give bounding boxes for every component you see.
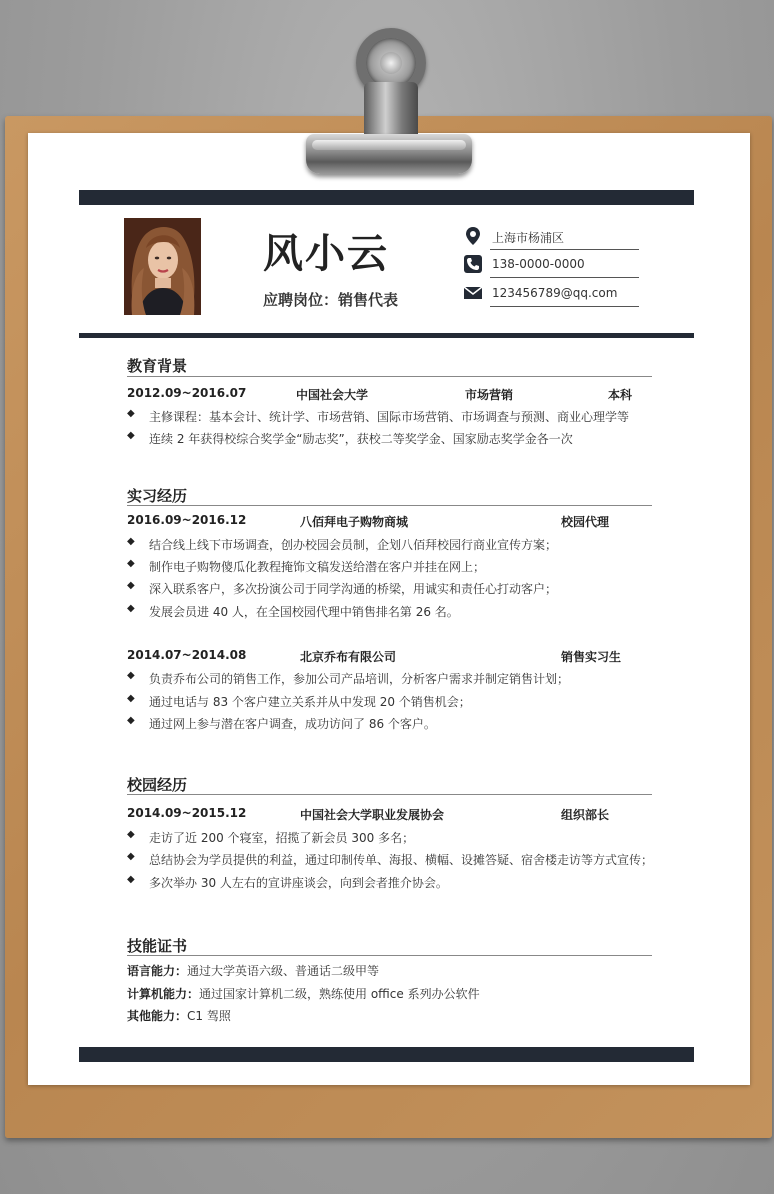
top-bar xyxy=(79,190,694,205)
phone-icon xyxy=(463,254,483,274)
job-role: 销售实习生 xyxy=(561,650,622,664)
bullet-diamond-icon: ◆ xyxy=(127,580,135,591)
profile-photo xyxy=(124,218,201,315)
job-role: 校园代理 xyxy=(561,515,610,529)
job-company: 八佰拜电子购物商城 xyxy=(300,515,409,529)
internship-row xyxy=(127,648,652,664)
job-date: 2014.07~2014.08 xyxy=(127,648,247,662)
skill-value: C1 驾照 xyxy=(187,1009,231,1023)
bullet-diamond-icon: ◆ xyxy=(127,874,135,885)
campus-role: 组织部长 xyxy=(561,808,610,822)
job-company: 北京乔布有限公司 xyxy=(300,650,397,664)
section-title-skills: 技能证书 xyxy=(127,937,188,955)
bullet-diamond-icon: ◆ xyxy=(127,851,135,862)
section-title-education: 教育背景 xyxy=(127,357,188,375)
bullet-diamond-icon: ◆ xyxy=(127,693,135,704)
section-line xyxy=(127,955,652,956)
applied-position: 应聘岗位：销售代表 xyxy=(263,291,399,309)
contact-address xyxy=(463,224,639,250)
skill-label: 计算机能力： xyxy=(127,987,200,1001)
education-degree: 本科 xyxy=(608,388,633,402)
bullet-diamond-icon: ◆ xyxy=(127,430,135,441)
section-title-campus: 校园经历 xyxy=(127,776,188,794)
campus-row xyxy=(127,806,652,822)
contact-email xyxy=(463,281,639,307)
education-major: 市场营销 xyxy=(465,388,514,402)
job-date: 2016.09~2016.12 xyxy=(127,513,247,527)
education-school: 中国社会大学 xyxy=(296,388,369,402)
location-pin-icon xyxy=(463,226,483,246)
bullet-diamond-icon: ◆ xyxy=(127,670,135,681)
header-divider xyxy=(79,333,694,338)
contact-underline xyxy=(490,306,639,307)
internship-row xyxy=(127,513,652,529)
skill-item xyxy=(127,985,480,1002)
section-line xyxy=(127,376,652,377)
skill-label: 语言能力： xyxy=(127,964,188,978)
bullet-diamond-icon: ◆ xyxy=(127,829,135,840)
education-date: 2012.09~2016.07 xyxy=(127,386,247,400)
skill-item xyxy=(127,962,379,979)
contact-underline xyxy=(490,249,639,250)
phone-text: 138-0000-0000 xyxy=(492,257,585,271)
envelope-icon xyxy=(463,283,483,303)
section-line xyxy=(127,505,652,506)
section-title-internship: 实习经历 xyxy=(127,487,188,505)
section-line xyxy=(127,794,652,795)
binder-clip-icon xyxy=(306,134,472,174)
bullet-diamond-icon: ◆ xyxy=(127,603,135,614)
portrait-icon xyxy=(124,218,201,315)
bullet-diamond-icon: ◆ xyxy=(127,408,135,419)
education-row xyxy=(127,386,652,402)
campus-org: 中国社会大学职业发展协会 xyxy=(300,808,445,822)
bullet-diamond-icon: ◆ xyxy=(127,558,135,569)
contact-phone xyxy=(463,252,639,278)
skill-value: 通过大学英语六级、普通话二级甲等 xyxy=(187,964,380,978)
email-text: 123456789@qq.com xyxy=(492,286,618,300)
skill-item xyxy=(127,1007,231,1024)
bullet-diamond-icon: ◆ xyxy=(127,715,135,726)
contact-underline xyxy=(490,277,639,278)
campus-date: 2014.09~2015.12 xyxy=(127,806,247,820)
skill-value: 通过国家计算机二级，熟练使用 office 系列办公软件 xyxy=(199,987,480,1001)
candidate-name: 风小云 xyxy=(263,231,389,277)
bottom-bar xyxy=(79,1047,694,1062)
skill-label: 其他能力： xyxy=(127,1009,188,1023)
bullet-diamond-icon: ◆ xyxy=(127,536,135,547)
address-text: 上海市杨浦区 xyxy=(492,231,565,245)
